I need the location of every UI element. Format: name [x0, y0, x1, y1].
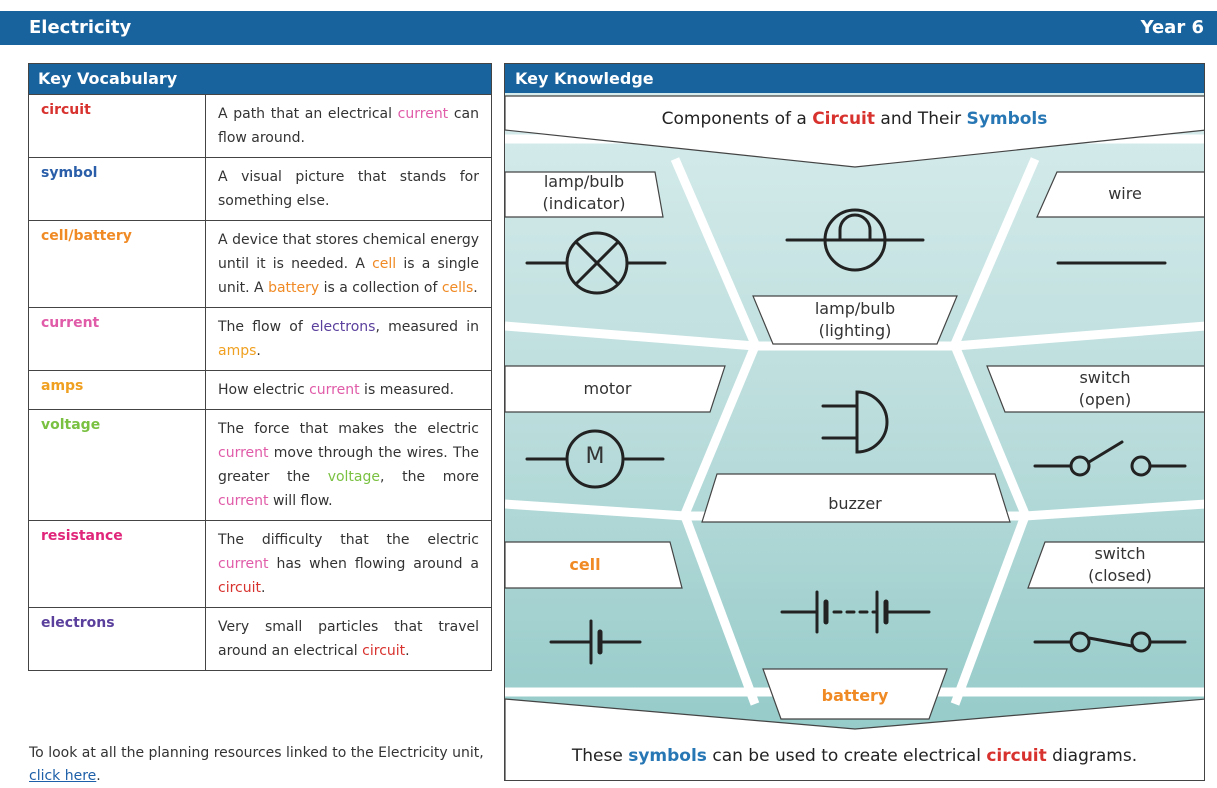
table-row	[29, 608, 491, 670]
footer-part: can be used to create electrical	[706, 746, 987, 766]
label-line: switch	[1094, 544, 1146, 563]
vocab-definition	[206, 308, 491, 370]
table-row	[29, 158, 491, 221]
knowledge-panel	[504, 63, 1205, 781]
definition-text: A path that an electrical	[218, 106, 398, 122]
footnote-text: To look at all the planning resources linked to the Electricity unit,	[29, 745, 484, 761]
label-line: lamp/bulb	[814, 299, 896, 318]
definition-text: Very small particles that travel around an electrical	[218, 619, 479, 659]
highlighted-term: circuit	[218, 580, 261, 596]
definition-text: move through the wires. The greater the	[218, 445, 479, 485]
page-title: Electricity	[29, 17, 132, 38]
table-row	[29, 521, 491, 608]
highlighted-term: cell	[372, 256, 397, 272]
definition-text: .	[473, 280, 478, 296]
vocab-definition	[206, 371, 491, 409]
definition-text: .	[405, 643, 410, 659]
label-line: lamp/bulb	[543, 172, 625, 191]
definition-text: The force that makes the electric	[218, 421, 479, 437]
vocab-term: cell/battery	[29, 221, 206, 307]
highlighted-term: electrons	[310, 319, 376, 335]
title-symbols: Symbols	[966, 109, 1048, 129]
definition-text: has when flowing around a	[268, 556, 479, 572]
label-switch-open	[1005, 367, 1205, 411]
highlighted-term: current	[218, 445, 269, 461]
footer-symbols: symbols	[628, 746, 707, 766]
highlighted-term: current	[397, 106, 449, 122]
label-switch-closed	[1035, 543, 1205, 587]
motor-letter: M	[585, 444, 605, 469]
vocab-term: voltage	[29, 410, 206, 520]
vocabulary-table	[28, 63, 492, 671]
vocab-definition	[206, 158, 491, 220]
footnote-end: .	[96, 768, 101, 784]
title-part: Components of a	[661, 109, 813, 129]
definition-text: .	[260, 580, 266, 596]
label-line: switch	[1079, 368, 1131, 387]
table-row	[29, 308, 491, 371]
vocabulary-heading: Key Vocabulary	[29, 64, 491, 95]
table-row	[29, 95, 491, 158]
highlighted-term: circuit	[362, 643, 406, 659]
vocab-definition	[206, 410, 491, 520]
definition-text: The flow of	[218, 319, 311, 335]
highlighted-term: battery	[268, 280, 320, 296]
definition-text: is a collection of	[319, 280, 442, 296]
vocab-term: electrons	[29, 608, 206, 670]
definition-text: , the more	[380, 469, 480, 485]
label-line: (lighting)	[818, 321, 892, 340]
label-motor: motor	[583, 379, 632, 398]
vocab-term: current	[29, 308, 206, 370]
definition-text: will flow.	[268, 493, 333, 509]
highlighted-term: current	[218, 556, 269, 572]
knowledge-title	[505, 109, 1204, 129]
definition-text: can flow around.	[218, 106, 479, 146]
footer-part: diagrams.	[1046, 746, 1138, 766]
highlighted-term: current	[218, 493, 269, 509]
footnote	[29, 742, 499, 788]
footer-part: These	[571, 746, 629, 766]
definition-text: A device that stores chemical energy until it is needed. A	[218, 232, 479, 272]
definition-text: How electric	[218, 382, 310, 398]
definition-text: is a single unit. A	[218, 256, 479, 296]
vocab-term: symbol	[29, 158, 206, 220]
knowledge-footer	[505, 746, 1204, 766]
definition-text: A visual picture that stands for something else.	[218, 169, 479, 209]
table-row	[29, 221, 491, 308]
table-row	[29, 410, 491, 521]
click-here-link[interactable]: click here	[29, 768, 97, 784]
label-line: (indicator)	[542, 194, 626, 213]
label-lamp-lighting	[775, 298, 935, 342]
definition-text: , measured in	[375, 319, 480, 335]
title-circuit: Circuit	[812, 109, 876, 129]
label-battery: battery	[821, 686, 889, 705]
vocab-definition	[206, 521, 491, 607]
label-lamp-indicator	[505, 171, 663, 215]
footer-circuit: circuit	[986, 746, 1047, 766]
label-line: (open)	[1078, 390, 1132, 409]
definition-text: is measured.	[359, 382, 455, 398]
definition-text: The difficulty that the electric	[218, 532, 479, 548]
vocab-term: circuit	[29, 95, 206, 157]
header-bar	[0, 11, 1217, 45]
highlighted-term: amps	[218, 343, 257, 359]
vocab-definition	[206, 608, 491, 670]
label-buzzer: buzzer	[828, 494, 882, 513]
title-part: and Their	[875, 109, 967, 129]
definition-text: .	[256, 343, 261, 359]
highlighted-term: cells	[441, 280, 474, 296]
label-line: (closed)	[1088, 566, 1152, 585]
vocab-term: amps	[29, 371, 206, 409]
vocab-definition	[206, 95, 491, 157]
label-cell: cell	[569, 555, 601, 574]
knowledge-heading: Key Knowledge	[505, 64, 1204, 93]
vocab-definition	[206, 221, 491, 307]
table-row	[29, 371, 491, 410]
highlighted-term: voltage	[327, 469, 380, 485]
highlighted-term: current	[309, 382, 360, 398]
year-label: Year 6	[1140, 17, 1204, 38]
vocab-term: resistance	[29, 521, 206, 607]
label-wire: wire	[1108, 184, 1142, 203]
